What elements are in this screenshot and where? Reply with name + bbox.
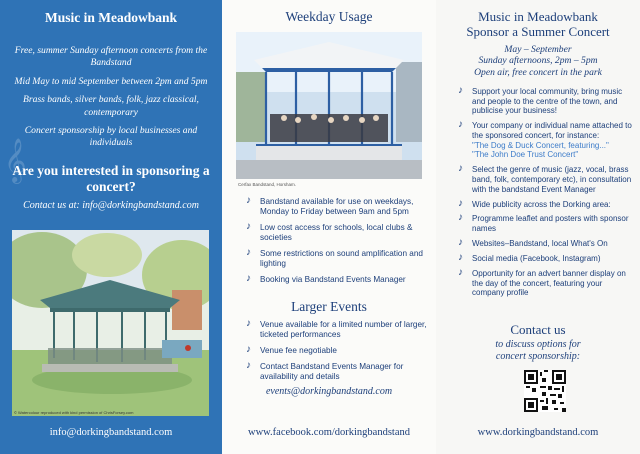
intro-line: Sunday afternoons, 2pm – 5pm bbox=[478, 55, 598, 67]
treble-clef-icon: 𝄞 bbox=[4, 140, 27, 182]
contact-us-title: Contact us bbox=[510, 322, 566, 337]
music-note-icon: ♪ bbox=[246, 246, 251, 258]
sponsor-title bbox=[436, 9, 640, 39]
list-item bbox=[456, 121, 636, 160]
music-note-icon: ♪ bbox=[246, 318, 251, 329]
list-item bbox=[456, 266, 636, 298]
example-quote: "The John Doe Trust Concert" bbox=[472, 150, 579, 160]
highlight-line: Concert sponsorship by local businesses and individuals bbox=[24, 125, 198, 149]
list-item-text: Some restrictions on sound amplification and lighting bbox=[260, 248, 423, 269]
example-quote: "The Dog & Duck Concert, featuring..." bbox=[472, 140, 609, 150]
photo-caption: Cerfax Bandstand, Horsham. bbox=[238, 182, 297, 187]
contact-us-subtitle bbox=[436, 339, 640, 363]
weekday-usage-list bbox=[244, 197, 430, 290]
music-note-icon: ♪ bbox=[458, 212, 463, 224]
list-item bbox=[244, 220, 430, 243]
list-item bbox=[244, 343, 430, 356]
list-item-text: Bandstand available for use on weekdays, Monday to Friday between 9am and 5pm bbox=[260, 197, 414, 217]
list-item-text: Low cost access for schools, local clubs & societies bbox=[260, 222, 413, 243]
list-item-text: Your company or individual name attached to the sponsored concert, for instance: bbox=[472, 121, 632, 140]
sponsor-title-line2: Sponsor a Summer Concert bbox=[466, 24, 610, 39]
intro-line: May – September bbox=[504, 44, 572, 55]
list-item bbox=[456, 197, 636, 210]
music-note-icon: ♪ bbox=[458, 163, 463, 175]
list-item bbox=[456, 214, 636, 233]
music-note-icon: ♪ bbox=[458, 119, 463, 131]
larger-events-title: Larger Events bbox=[291, 299, 367, 314]
facebook-link[interactable]: www.facebook.com/dorkingbandstand bbox=[247, 427, 411, 438]
music-note-icon: ♪ bbox=[246, 220, 251, 232]
sponsor-title-line1: Music in Meadowbank bbox=[478, 9, 598, 24]
list-item bbox=[456, 87, 636, 116]
list-item-text: Venue fee negotiable bbox=[260, 345, 337, 355]
list-item-text: Support your local community, bring music and people to the centre of the town, and publicise your business! bbox=[472, 87, 623, 116]
watercolour-credit: © Watercolour reproduced with kind permission of ChrisForsey.com bbox=[14, 410, 134, 415]
list-item bbox=[244, 197, 430, 217]
highlight-line: Free, summer Sunday afternoon concerts from the Bandstand bbox=[14, 45, 208, 69]
list-item-text: Booking via Bandstand Events Manager bbox=[260, 274, 406, 284]
music-note-icon: ♪ bbox=[246, 195, 251, 206]
panel1-highlights bbox=[12, 45, 210, 156]
list-item-text: Programme leaflet and posters with sponsor names bbox=[472, 214, 629, 234]
highlight-line: Brass bands, silver bands, folk, jazz classical, contemporary bbox=[23, 94, 199, 118]
contact-line: Contact us at: info@dorkingbandstand.com bbox=[23, 200, 199, 211]
bandstand-photo bbox=[236, 32, 422, 179]
list-item-text: Opportunity for an advert banner display on the day of the concert, featuring your company profile bbox=[472, 268, 626, 298]
larger-events-list bbox=[244, 320, 430, 388]
panel-sponsor-concert bbox=[436, 0, 640, 454]
list-item bbox=[244, 246, 430, 269]
panel-weekday-usage bbox=[222, 0, 436, 454]
info-email-link[interactable]: info@dorkingbandstand.com bbox=[49, 427, 173, 438]
intro-line: Open air, free concert in the park bbox=[474, 66, 602, 78]
events-email-link[interactable]: events@dorkingbandstand.com bbox=[265, 386, 393, 397]
music-note-icon: ♪ bbox=[458, 251, 463, 263]
list-item bbox=[456, 251, 636, 264]
music-note-icon: ♪ bbox=[246, 343, 251, 355]
music-note-icon: ♪ bbox=[458, 237, 463, 249]
contact-line: concert sponsorship: bbox=[495, 351, 581, 362]
list-item-text: Venue available for a limited number of larger, ticketed performances bbox=[260, 320, 427, 340]
music-note-icon: ♪ bbox=[458, 85, 463, 96]
sponsor-benefits-list bbox=[456, 87, 636, 303]
qr-code-icon[interactable] bbox=[524, 370, 566, 412]
music-note-icon: ♪ bbox=[458, 197, 463, 209]
list-item-text: Contact Bandstand Events Manager for availability and details bbox=[260, 361, 404, 381]
list-item-text: Select the genre of music (jazz, vocal, brass band, folk, contemporary etc), in consultation with the bandstand Event Manager bbox=[472, 165, 632, 194]
bandstand-watercolour-image bbox=[12, 230, 209, 416]
list-item-text: Social media (Facebook, Instagram) bbox=[472, 253, 601, 263]
list-item bbox=[456, 165, 636, 194]
list-item bbox=[244, 272, 430, 285]
panel-music-in-meadowbank bbox=[0, 0, 222, 454]
weekday-usage-title: Weekday Usage bbox=[285, 9, 373, 24]
music-note-icon: ♪ bbox=[458, 266, 463, 278]
list-item bbox=[244, 320, 430, 340]
music-note-icon: ♪ bbox=[246, 359, 251, 371]
list-item-text: Wide publicity across the Dorking area: bbox=[472, 199, 611, 209]
website-link[interactable]: www.dorkingbandstand.com bbox=[477, 427, 599, 438]
music-note-icon: ♪ bbox=[246, 272, 251, 284]
sponsor-question: Are you interested in sponsoring a concert? bbox=[12, 163, 210, 194]
list-item bbox=[456, 239, 636, 249]
list-item bbox=[244, 359, 430, 382]
contact-line: to discuss options for bbox=[495, 339, 581, 350]
panel1-title: Music in Meadowbank bbox=[44, 10, 178, 25]
sponsor-intro bbox=[436, 44, 640, 78]
highlight-line: Mid May to mid September between 2pm and 5pm bbox=[14, 75, 208, 87]
list-item-text: Websites–Bandstand, local What's On bbox=[472, 239, 608, 249]
